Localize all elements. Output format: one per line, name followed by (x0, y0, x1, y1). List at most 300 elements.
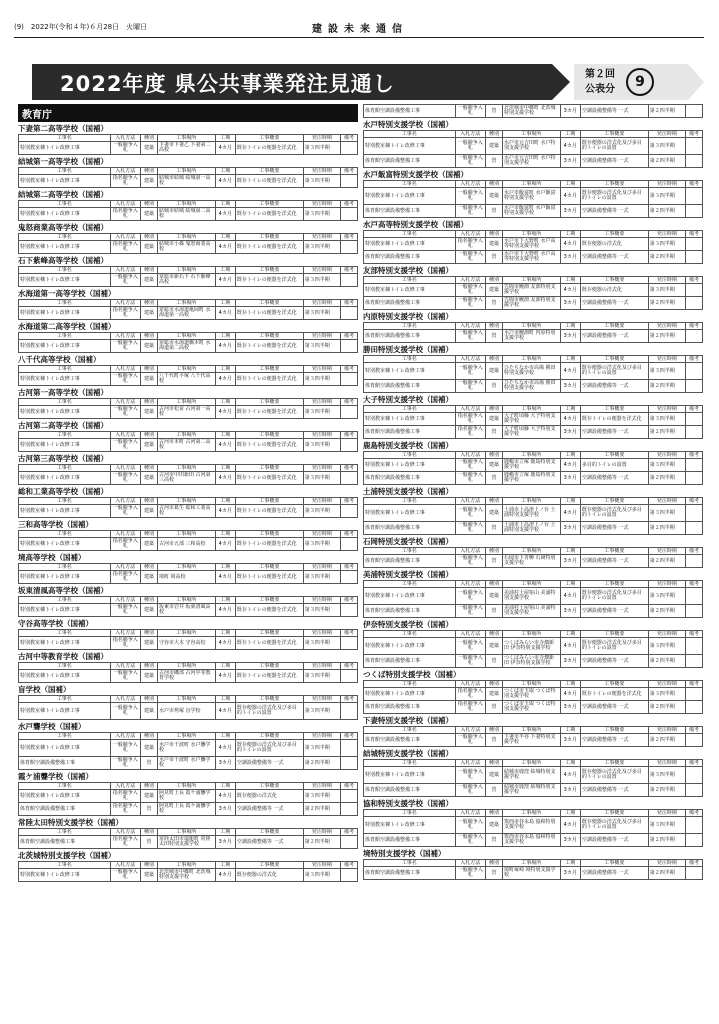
table-cell-timing: 第３四半期 (303, 142, 340, 155)
table-cell-type: 管 (486, 734, 503, 747)
column-header: 発注時期 (303, 399, 340, 406)
table-cell-note (686, 867, 703, 880)
table-cell-summary: 既存トイレの便器を洋式化 (235, 571, 303, 584)
table-cell-method: 一般競争入札 (455, 251, 486, 264)
table-cell-method: 一般競争入札 (455, 472, 486, 485)
table-cell-method: 一般競争入札 (455, 834, 486, 847)
column-header: 工事名 (364, 860, 456, 867)
column-header: 備考 (686, 498, 703, 505)
table-cell-note (686, 205, 703, 218)
project-table (18, 134, 358, 155)
table-cell-type: 建築 (141, 703, 158, 720)
left-column (18, 104, 358, 882)
table-cell-summary: 既存便器の洋式化及び多目的トイレの設置 (235, 703, 303, 720)
column-header: 工事場所 (502, 631, 560, 638)
column-header: 種別 (141, 168, 158, 175)
table-cell-timing: 第３四半期 (303, 571, 340, 584)
column-header: 備考 (686, 760, 703, 767)
table-cell-name: 体育館空調設備整備工事 (364, 834, 456, 847)
column-header: 種別 (141, 829, 158, 836)
table-cell-method: 一般競争入札 (110, 703, 141, 720)
column-header: 種別 (141, 597, 158, 604)
column-header: 備考 (341, 135, 358, 142)
table-cell-period: 4カ月 (215, 175, 235, 188)
table-cell-period: 3カ月 (560, 330, 580, 343)
table-cell-period: 3カ月 (560, 605, 580, 618)
column-header: 工事場所 (157, 465, 215, 472)
project-table (363, 859, 703, 880)
column-header: 発注時期 (303, 829, 340, 836)
table-cell-type: 建築 (141, 439, 158, 452)
table-cell-method: 一般競争入札 (455, 588, 486, 605)
column-header: 工期 (215, 432, 235, 439)
table-cell-period: 3カ月 (560, 522, 580, 535)
table-cell-period: 3カ月 (560, 701, 580, 714)
table-cell-location: 大子町頃藤 大子特別支援学校 (502, 426, 560, 439)
table-cell-timing: 第３四半期 (303, 340, 340, 353)
school-heading: 友部特別支援学校（国補） (363, 266, 453, 275)
table-cell-method: 一般競争入札 (455, 380, 486, 393)
table-cell-type: 管 (486, 155, 503, 168)
table-cell-name: 特別教室棟トイレ改修工事 (364, 638, 456, 655)
school-heading: 常陸太田特別支援学校（国補） (18, 818, 123, 827)
table-cell-method: 一般競争入札 (455, 655, 486, 668)
table-cell-location: 古河市五部 三和高校 (157, 538, 215, 551)
table-cell-note (341, 208, 358, 221)
table-row (364, 655, 703, 668)
column-header: 入札方法 (110, 432, 141, 439)
school-heading: 勝田特別支援学校（国補） (363, 345, 453, 354)
column-header: 工事名 (19, 829, 111, 836)
school-heading: 古河中等教育学校（国補） (18, 652, 108, 661)
table-cell-note (341, 790, 358, 803)
table-cell-name: 体育館空調設備整備工事 (364, 605, 456, 618)
column-header: 備考 (686, 181, 703, 188)
column-header: 工事場所 (157, 234, 215, 241)
column-header: 工事名 (19, 498, 111, 505)
table-cell-period: 4カ月 (560, 817, 580, 834)
table-cell-note (341, 670, 358, 683)
project-table (363, 130, 703, 168)
table-cell-period: 3カ月 (215, 757, 235, 770)
table-cell-timing: 第３四半期 (303, 505, 340, 518)
table-cell-location: 水戸市千波町 水戸聾学校 (157, 757, 215, 770)
table-cell-method: 一般競争入札 (455, 155, 486, 168)
column-header: 工事名 (364, 810, 456, 817)
column-header: 入札方法 (110, 267, 141, 274)
table-cell-location: ひたちなか市高場 勝田特別支援学校 (502, 363, 560, 380)
table-row (364, 284, 703, 297)
column-header: 種別 (486, 681, 503, 688)
column-header: 種別 (486, 727, 503, 734)
table-cell-name: 体育館空調設備整備工事 (364, 380, 456, 393)
table-cell-location: 笠間市鯉淵 友部特別支援学校 (502, 297, 560, 310)
column-header: 備考 (341, 597, 358, 604)
column-header: 入札方法 (110, 663, 141, 670)
table-cell-name: 特別教室棟トイレ改修工事 (19, 208, 111, 221)
table-cell-period: 3カ月 (560, 834, 580, 847)
column-header: 種別 (141, 630, 158, 637)
column-header: 入札方法 (110, 498, 141, 505)
column-header: 種別 (486, 631, 503, 638)
table-cell-timing: 第３四半期 (303, 274, 340, 287)
table-row (364, 588, 703, 605)
table-row (364, 138, 703, 155)
table-cell-method: 一般競争入札 (455, 505, 486, 522)
table-cell-note (686, 505, 703, 522)
column-header: 備考 (341, 498, 358, 505)
table-cell-name: 特別教室棟トイレ改修工事 (19, 703, 111, 720)
column-header: 工事場所 (502, 681, 560, 688)
table-cell-type: 管 (486, 426, 503, 439)
table-cell-timing: 第３四半期 (648, 238, 685, 251)
column-header: 発注時期 (303, 333, 340, 340)
table-cell-period: 4カ月 (215, 790, 235, 803)
column-header: 工期 (215, 498, 235, 505)
column-header: 工事概要 (235, 201, 303, 208)
table-header-row (364, 131, 703, 138)
project-table (18, 299, 358, 320)
table-cell-type: 建築 (141, 604, 158, 617)
column-header: 工事概要 (580, 810, 648, 817)
table-cell-timing: 第２四半期 (303, 757, 340, 770)
school-heading: 石下紫峰高等学校（国補） (18, 256, 108, 265)
table-cell-name: 特別教室棟トイレ改修工事 (19, 274, 111, 287)
column-header: 備考 (686, 681, 703, 688)
school-heading: 内原特別支援学校（国補） (363, 312, 453, 321)
column-header: 工事概要 (580, 131, 648, 138)
column-header: 種別 (486, 498, 503, 505)
table-row (19, 703, 358, 720)
column-header: 工事名 (19, 168, 111, 175)
table-cell-method: 一般競争入札 (110, 406, 141, 419)
table-cell-summary: 既存トイレの便器を洋式化 (580, 688, 648, 701)
table-cell-timing: 第２四半期 (648, 330, 685, 343)
column-header: 工事名 (19, 135, 111, 142)
table-row (19, 406, 358, 419)
table-cell-method: 指名競争入札 (455, 413, 486, 426)
table-cell-location: 水戸市元吉田町 水戸特別支援学校 (502, 138, 560, 155)
table-header-row (364, 631, 703, 638)
column-header: 工期 (215, 267, 235, 274)
table-cell-type: 建築 (486, 459, 503, 472)
table-cell-name: 体育館空調設備整備工事 (364, 297, 456, 310)
project-table (18, 365, 358, 386)
column-header: 発注時期 (648, 860, 685, 867)
table-cell-method: 一般競争入札 (455, 638, 486, 655)
table-row (19, 740, 358, 757)
column-header: 工事場所 (157, 531, 215, 538)
table-cell-location: 水戸市元吉田町 水戸特別支援学校 (502, 155, 560, 168)
table-cell-type: 建築 (141, 406, 158, 419)
table-row (364, 688, 703, 701)
table-cell-type: 建築 (486, 688, 503, 701)
table-cell-type: 建築 (486, 767, 503, 784)
column-header: 備考 (686, 548, 703, 555)
table-cell-name: 特別教室棟トイレ改修工事 (364, 238, 456, 251)
school-heading: 北茨城特別支援学校（国補） (18, 851, 116, 860)
column-header: 種別 (141, 498, 158, 505)
table-cell-timing: 第３四半期 (648, 138, 685, 155)
table-cell-timing: 第３四半期 (303, 241, 340, 254)
table-cell-period: 3カ月 (560, 205, 580, 218)
school-heading: 三和高等学校（国補） (18, 520, 93, 529)
table-header-row (19, 201, 358, 208)
table-cell-location: 水戸市袴塚 盲学校 (157, 703, 215, 720)
column-header: 発注時期 (303, 135, 340, 142)
table-row (364, 605, 703, 618)
column-header: 工事場所 (157, 201, 215, 208)
column-header: 備考 (341, 733, 358, 740)
table-cell-name: 特別教室棟トイレ改修工事 (19, 670, 111, 683)
project-table (18, 398, 358, 419)
column-header: 工事概要 (580, 181, 648, 188)
column-header: 備考 (686, 356, 703, 363)
table-cell-note (686, 251, 703, 264)
table-cell-method: 一般競争入札 (110, 142, 141, 155)
table-cell-type: 建築 (141, 571, 158, 584)
column-header: 工期 (215, 564, 235, 571)
table-cell-type: 管 (486, 205, 503, 218)
column-header: 発注時期 (648, 406, 685, 413)
table-row (364, 251, 703, 264)
column-header: 工期 (215, 135, 235, 142)
table-cell-note (686, 330, 703, 343)
table-cell-summary: 空調設備整備等 一式 (580, 380, 648, 393)
table-cell-type: 管 (486, 555, 503, 568)
column-header: 発注時期 (648, 581, 685, 588)
column-header: 工期 (215, 531, 235, 538)
table-header-row (19, 597, 358, 604)
column-header: 種別 (141, 663, 158, 670)
column-header: 入札方法 (110, 465, 141, 472)
column-header: 工事概要 (235, 696, 303, 703)
column-header: 工事名 (19, 300, 111, 307)
column-header: 工事概要 (580, 548, 648, 555)
table-row (19, 208, 358, 221)
table-row (364, 105, 703, 118)
table-cell-location: 美浦村土屋宿山 美浦特別支援学校 (502, 588, 560, 605)
table-cell-summary: 多目的トイレの設置 (580, 459, 648, 472)
table-row (364, 155, 703, 168)
column-header: 工事場所 (157, 564, 215, 571)
table-row (19, 373, 358, 386)
table-cell-location: つくばみらい市寺畑新田 伊奈特別支援学校 (502, 655, 560, 668)
table-header-row (364, 581, 703, 588)
page-number-circle: 9 (626, 68, 654, 96)
column-header: 入札方法 (110, 399, 141, 406)
table-cell-summary: 空調設備整備等 一式 (580, 701, 648, 714)
table-cell-note (341, 740, 358, 757)
school-heading: つくば特別支援学校（国補） (363, 670, 461, 679)
table-header-row (19, 829, 358, 836)
column-header: 発注時期 (303, 696, 340, 703)
table-cell-summary: 空調設備整備等 一式 (580, 205, 648, 218)
column-header: 工事名 (19, 597, 111, 604)
table-cell-name: 特別教室棟トイレ改修工事 (364, 767, 456, 784)
column-header: 工事場所 (502, 323, 560, 330)
column-header: 工事場所 (157, 783, 215, 790)
table-cell-location: 石岡市下青柳 石岡特別支援学校 (502, 555, 560, 568)
table-cell-method: 一般競争入札 (455, 605, 486, 618)
table-cell-period: 4カ月 (560, 363, 580, 380)
table-cell-timing: 第３四半期 (648, 767, 685, 784)
column-header: 種別 (486, 323, 503, 330)
table-cell-timing: 第３四半期 (648, 588, 685, 605)
column-header: 工事名 (364, 277, 456, 284)
column-header: 備考 (341, 366, 358, 373)
table-cell-location: つくば市玉取 つくば特別支援学校 (502, 701, 560, 714)
table-cell-location: 笠間市鯉淵 友部特別支援学校 (502, 284, 560, 297)
table-cell-method: 指名競争入札 (110, 241, 141, 254)
table-cell-summary: 空調設備整備等 一式 (580, 555, 648, 568)
column-header: 工期 (215, 234, 235, 241)
table-cell-summary: 空調設備整備等 一式 (580, 655, 648, 668)
table-cell-timing: 第２四半期 (648, 251, 685, 264)
table-header-row (19, 465, 358, 472)
table-row (364, 867, 703, 880)
column-header: 工事場所 (157, 168, 215, 175)
table-cell-timing: 第２四半期 (648, 701, 685, 714)
table-cell-period: 3カ月 (560, 734, 580, 747)
school-heading: 美浦特別支援学校（国補） (363, 570, 453, 579)
school-heading: 協和特別支援学校（国補） (363, 799, 453, 808)
table-cell-name: 特別教室棟トイレ改修工事 (19, 373, 111, 386)
table-cell-method: 一般競争入札 (110, 505, 141, 518)
table-row (19, 538, 358, 551)
table-cell-timing: 第３四半期 (303, 604, 340, 617)
table-cell-timing: 第２四半期 (648, 555, 685, 568)
table-row (364, 413, 703, 426)
table-header-row (19, 366, 358, 373)
table-header-row (364, 406, 703, 413)
column-header: 種別 (141, 333, 158, 340)
column-header: 工事場所 (502, 181, 560, 188)
column-header: 工事場所 (157, 597, 215, 604)
table-row (19, 472, 358, 485)
header-rule (14, 37, 704, 38)
table-cell-name: 体育館空調設備整備工事 (364, 784, 456, 797)
column-header: 工事場所 (157, 696, 215, 703)
table-cell-period: 4カ月 (560, 638, 580, 655)
table-cell-note (341, 869, 358, 882)
table-cell-period: 3カ月 (560, 297, 580, 310)
column-header: 備考 (686, 323, 703, 330)
column-header: 工期 (215, 465, 235, 472)
column-header: 工事概要 (235, 300, 303, 307)
table-cell-note (686, 784, 703, 797)
table-cell-location: 水戸市千波町 水戸聾学校 (157, 740, 215, 757)
column-header: 種別 (486, 760, 503, 767)
table-cell-period: 3カ月 (560, 251, 580, 264)
column-header: 工期 (215, 300, 235, 307)
column-header: 工事名 (19, 696, 111, 703)
table-cell-location: つくば市玉取 つくば特別支援学校 (502, 688, 560, 701)
column-header: 工期 (215, 597, 235, 604)
table-cell-note (341, 604, 358, 617)
table-cell-period: 4カ月 (560, 138, 580, 155)
column-header: 種別 (486, 277, 503, 284)
table-cell-location: 古河市松並 古河第一高校 (157, 406, 215, 419)
table-cell-period: 4カ月 (215, 241, 235, 254)
column-header: 工期 (215, 630, 235, 637)
column-header: 種別 (141, 234, 158, 241)
table-cell-type: 建築 (141, 637, 158, 650)
column-header: 工事場所 (502, 727, 560, 734)
column-header: 工事場所 (502, 356, 560, 363)
column-header: 工事名 (19, 733, 111, 740)
project-table (363, 809, 703, 847)
column-header: 工事名 (19, 465, 111, 472)
table-cell-summary: 空調設備整備等 一式 (580, 105, 648, 118)
column-header: 入札方法 (455, 356, 486, 363)
project-table (363, 497, 703, 535)
column-header: 工事名 (364, 681, 456, 688)
project-table (18, 782, 358, 816)
column-header: 工事概要 (580, 581, 648, 588)
table-cell-method: 一般競争入札 (455, 555, 486, 568)
table-row (19, 670, 358, 683)
table-cell-type: 管 (486, 472, 503, 485)
column-header: 発注時期 (648, 498, 685, 505)
column-header: 発注時期 (648, 727, 685, 734)
column-header: 工事概要 (235, 432, 303, 439)
table-row (19, 142, 358, 155)
table-cell-method: 指名競争入札 (455, 426, 486, 439)
table-cell-timing: 第３四半期 (648, 505, 685, 522)
column-header: 工事概要 (235, 333, 303, 340)
table-cell-name: 体育館空調設備整備工事 (364, 426, 456, 439)
table-cell-method: 指名競争入札 (110, 208, 141, 221)
table-cell-timing: 第３四半期 (303, 472, 340, 485)
table-row (364, 784, 703, 797)
table-cell-timing: 第２四半期 (648, 105, 685, 118)
column-header: 工事名 (364, 760, 456, 767)
table-cell-type: 建築 (141, 790, 158, 803)
column-header: 発注時期 (648, 760, 685, 767)
column-header: 種別 (141, 432, 158, 439)
table-cell-name: 体育館空調設備整備工事 (364, 251, 456, 264)
column-header: 備考 (341, 465, 358, 472)
column-header: 入札方法 (110, 366, 141, 373)
table-cell-note (686, 834, 703, 847)
table-cell-summary: 既存便器の洋式化及び多目的トイレの設置 (580, 638, 648, 655)
project-table (363, 726, 703, 747)
table-cell-timing: 第２四半期 (303, 836, 340, 849)
page-header (14, 22, 704, 34)
table-cell-type: 建築 (486, 638, 503, 655)
school-heading: 結城第一高等学校（国補） (18, 157, 108, 166)
table-cell-name: 特別教室棟トイレ改修工事 (19, 406, 111, 419)
column-header: 発注時期 (303, 432, 340, 439)
table-cell-period: 3カ月 (560, 784, 580, 797)
column-header: 入札方法 (455, 581, 486, 588)
table-cell-summary: 既存便器の洋式化及び多目的トイレの設置 (580, 817, 648, 834)
table-cell-method: 一般競争入札 (110, 740, 141, 757)
table-cell-summary: 既存トイレの便器を洋式化 (580, 413, 648, 426)
school-heading: 下妻特別支援学校（国補） (363, 716, 453, 725)
table-cell-period: 4カ月 (215, 604, 235, 617)
project-table (18, 233, 358, 254)
column-header: 工事概要 (580, 406, 648, 413)
table-row (364, 459, 703, 472)
column-header: 備考 (686, 406, 703, 413)
column-header: 発注時期 (303, 531, 340, 538)
table-row (19, 604, 358, 617)
school-heading: 霞ケ浦聾学校（国補） (18, 772, 93, 781)
project-table (363, 276, 703, 310)
table-cell-location: 常総市新石下 石下紫峰高校 (157, 274, 215, 287)
